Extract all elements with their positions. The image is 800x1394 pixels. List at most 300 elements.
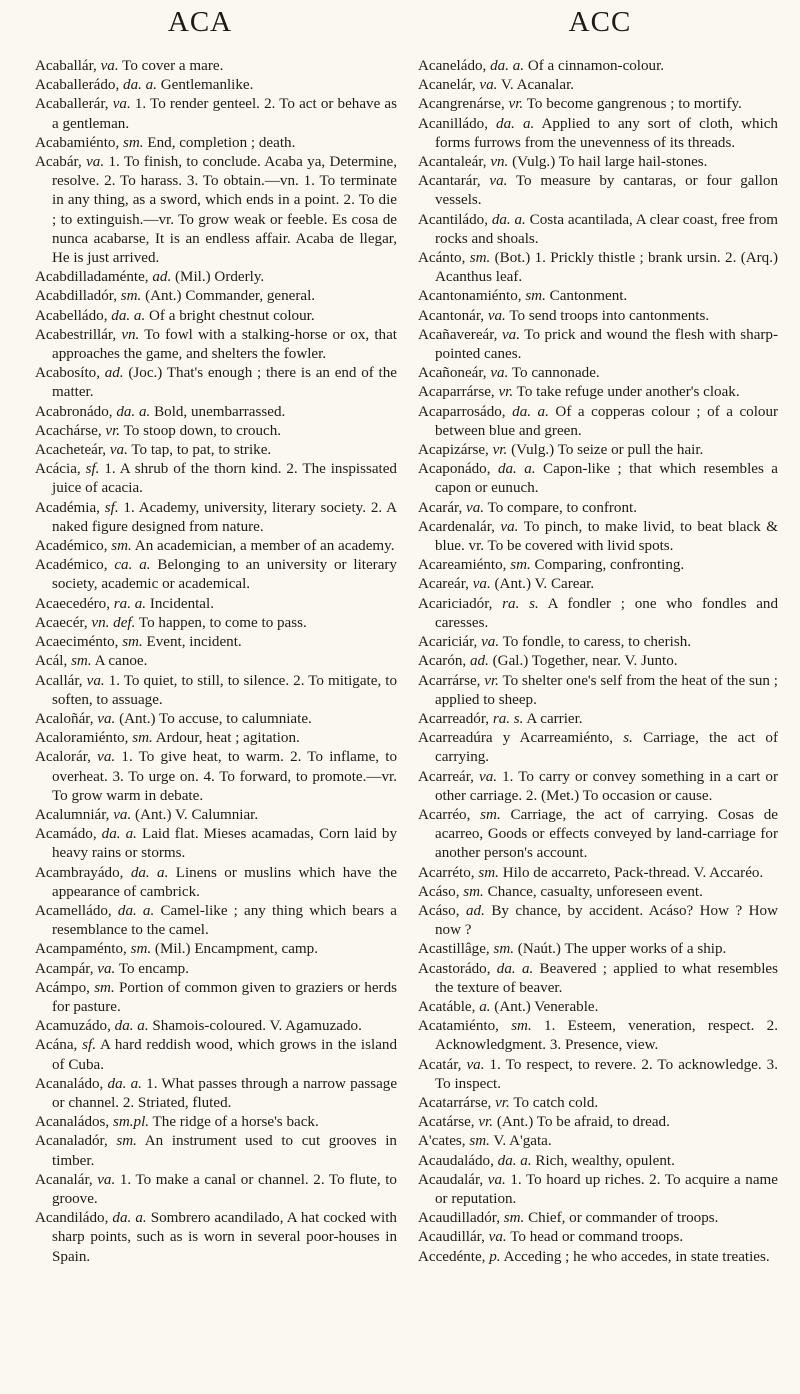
dictionary-entry xyxy=(418,806,778,864)
dictionary-entry xyxy=(35,460,397,498)
part-of-speech: da. a. xyxy=(111,307,146,324)
headword: Académico, xyxy=(35,538,108,555)
headword: Acabestrillár, xyxy=(35,326,117,343)
headword: Acanaládos, xyxy=(35,1114,110,1131)
definition: An instrument used to cut grooves in timber. xyxy=(52,1133,397,1169)
definition: (Ant.) To accuse, to calumniate. xyxy=(119,710,312,727)
headword: Acaparrárse, xyxy=(418,384,495,401)
part-of-speech: sm. xyxy=(493,941,515,958)
dictionary-entry xyxy=(35,902,397,940)
definition: Capon-like ; that which resembles a capon or eunuch. xyxy=(435,461,778,497)
dictionary-entry xyxy=(35,268,397,287)
part-of-speech: sm.pl. xyxy=(112,1114,150,1131)
definition: To encamp. xyxy=(118,960,190,977)
part-of-speech: sm. xyxy=(132,730,153,747)
part-of-speech: ad. xyxy=(152,269,172,286)
part-of-speech: va. xyxy=(97,960,116,977)
dictionary-entry xyxy=(418,575,778,594)
headword: Acareamiénto, xyxy=(418,557,507,574)
headword: Acabronádo, xyxy=(35,403,113,420)
part-of-speech: p. xyxy=(489,1248,501,1265)
headword: Acambrayádo, xyxy=(35,864,124,881)
part-of-speech: ad. xyxy=(104,365,124,382)
part-of-speech: va. xyxy=(472,576,491,593)
headword: Acarréto, xyxy=(418,864,475,881)
headword: Acaballerádo, xyxy=(35,77,120,94)
dictionary-entry xyxy=(35,614,397,633)
dictionary-entry xyxy=(35,364,397,402)
part-of-speech: va. xyxy=(86,154,105,171)
headword: Acána, xyxy=(35,1037,78,1054)
dictionary-entry xyxy=(418,441,778,460)
definition: Bold, unembarrassed. xyxy=(154,403,286,420)
definition: Costa acantilada, A clear coast, free from rocks and shoals. xyxy=(435,211,779,247)
headword: Acandiládo, xyxy=(35,1210,109,1227)
headword: Acaloñár, xyxy=(35,710,94,727)
part-of-speech: sm. xyxy=(130,941,152,958)
part-of-speech: sm. xyxy=(111,538,132,555)
part-of-speech: da. a. xyxy=(112,1210,147,1227)
definition: (Ant.) Venerable. xyxy=(494,998,599,1015)
definition: To catch cold. xyxy=(513,1094,599,1111)
definition: Comparing, confronting. xyxy=(534,557,685,574)
running-head-left: ACA xyxy=(167,6,233,38)
definition: 1. To make a canal or channel. 2. To flute, to groove. xyxy=(52,1171,397,1207)
dictionary-entry xyxy=(35,825,397,863)
dictionary-entry xyxy=(35,403,397,422)
definition: (Gal.) Together, near. V. Junto. xyxy=(492,653,678,670)
part-of-speech: a. xyxy=(479,998,491,1015)
part-of-speech: da. a. xyxy=(497,1152,532,1169)
part-of-speech: da. a. xyxy=(496,115,535,132)
definition: (Naút.) The upper works of a ship. xyxy=(517,941,727,958)
headword: Acantarár, xyxy=(418,173,481,190)
part-of-speech: va. xyxy=(109,442,128,459)
part-of-speech: vr. xyxy=(495,1094,510,1111)
dictionary-entry xyxy=(418,172,778,210)
headword: Acarreadúra y Acarreamiénto, xyxy=(418,730,614,747)
headword: Acáso, xyxy=(418,902,460,919)
headword: Acanilládo, xyxy=(418,115,488,132)
dictionary-entry xyxy=(418,95,778,114)
part-of-speech: da. a. xyxy=(116,403,151,420)
headword: Acantiládo, xyxy=(418,211,488,228)
definition: By chance, by accident. Acáso? How ? How now ? xyxy=(435,902,778,939)
definition: Shamois-coloured. V. Agamuzado. xyxy=(152,1018,362,1035)
headword: Acareár, xyxy=(418,576,469,593)
definition: To measure by cantaras, or four gallon vessels. xyxy=(435,173,778,209)
definition: An academician, a member of an academy. xyxy=(134,538,395,555)
part-of-speech: sm. xyxy=(120,288,142,305)
headword: Acamelládo, xyxy=(35,902,112,919)
headword: Acanaladór, xyxy=(35,1133,108,1150)
headword: Acarreadór, xyxy=(418,710,490,727)
definition: 1. To quiet, to still, to silence. 2. To mitigate, to soften, to assuage. xyxy=(52,672,397,708)
definition: Linens or muslins which have the appearance of cambrick. xyxy=(52,864,398,900)
dictionary-entry xyxy=(35,153,397,268)
headword: Acamádo, xyxy=(35,826,97,843)
headword: Acatárse, xyxy=(418,1114,475,1131)
definition: (Ant.) To be afraid, to dread. xyxy=(496,1114,670,1131)
part-of-speech: sm. xyxy=(71,653,92,670)
part-of-speech: vr. xyxy=(478,1114,494,1131)
part-of-speech: va. xyxy=(112,96,131,113)
dictionary-entry xyxy=(418,768,778,806)
part-of-speech: vn. xyxy=(490,154,509,171)
headword: Académia, xyxy=(35,499,100,516)
definition: V. A'gata. xyxy=(493,1133,552,1150)
part-of-speech: sm. xyxy=(94,979,115,996)
dictionary-entry xyxy=(418,307,778,326)
part-of-speech: va. xyxy=(500,518,519,535)
dictionary-entry xyxy=(35,1113,397,1132)
headword: Acaloramiénto, xyxy=(35,730,129,747)
headword: Acariciár, xyxy=(418,634,478,651)
headword: Acabár, xyxy=(35,154,82,171)
definition: (Ant.) V. Carear. xyxy=(494,576,595,593)
headword: Acabelládo, xyxy=(35,307,108,324)
part-of-speech: da. a. xyxy=(101,826,137,843)
dictionary-entry xyxy=(418,883,778,902)
definition: Applied to any sort of cloth, which forms furrows from the unevenness of its threads. xyxy=(435,115,778,151)
dictionary-entry xyxy=(35,1209,397,1267)
definition: To stoop down, to crouch. xyxy=(123,422,282,439)
part-of-speech: va. xyxy=(479,768,498,785)
definition: Gentlemanlike. xyxy=(160,77,254,94)
part-of-speech: sf. xyxy=(104,499,119,516)
definition: 1. To give heat, to warm. 2. To inflame, to overheat. 3. To urge on. 4. To forward, to promote.—vr. To grow warm in debate. xyxy=(52,749,398,804)
part-of-speech: sm. xyxy=(116,1133,137,1150)
definition: Beavered ; applied to what resembles the texture of beaver. xyxy=(435,960,778,996)
part-of-speech: da. a. xyxy=(117,902,155,919)
headword: Acaudillár, xyxy=(418,1229,485,1246)
definition: V. Acanalar. xyxy=(500,77,575,94)
dictionary-entry xyxy=(35,287,397,306)
definition: Incidental. xyxy=(149,595,214,612)
headword: Acañoneár, xyxy=(418,365,487,382)
definition: Rich, wealthy, opulent. xyxy=(535,1152,675,1169)
headword: Acámpo, xyxy=(35,979,90,996)
part-of-speech: da. a. xyxy=(491,211,526,228)
dictionary-entry xyxy=(418,115,778,153)
definition: Camel-like ; any thing which bears a resemblance to the camel. xyxy=(52,902,398,939)
headword: Acáso, xyxy=(418,883,460,900)
definition: To shelter one's self from the heat of the sun ; applied to sheep. xyxy=(435,672,778,708)
headword: Académico, xyxy=(35,557,108,574)
dictionary-entry xyxy=(418,960,778,998)
headword: Acarár, xyxy=(418,499,463,516)
definition: 1. To render genteel. 2. To act or behave as a gentleman. xyxy=(52,96,397,132)
part-of-speech: sm. xyxy=(480,806,501,823)
definition: (Mil.) Encampment, camp. xyxy=(154,941,318,958)
dictionary-entry xyxy=(418,1017,778,1055)
headword: Acanelár, xyxy=(418,77,476,94)
definition: 1. To hoard up riches. 2. To acquire a name or reputation. xyxy=(435,1171,778,1207)
part-of-speech: vn. xyxy=(121,326,140,343)
dictionary-entry xyxy=(35,1132,397,1170)
definition: (Vulg.) To hail large hail-stones. xyxy=(512,154,708,171)
definition: (Vulg.) To seize or pull the hair. xyxy=(511,442,704,459)
dictionary-entry xyxy=(35,595,397,614)
definition: To tap, to pat, to strike. xyxy=(131,442,272,459)
dictionary-entry xyxy=(35,307,397,326)
dictionary-entry xyxy=(418,556,778,575)
headword: Acatarrárse, xyxy=(418,1094,492,1111)
part-of-speech: va. xyxy=(487,1171,506,1188)
definition: Of a cinnamon-colour. xyxy=(527,58,665,74)
dictionary-entry xyxy=(418,1056,778,1094)
headword: Acarréo, xyxy=(418,806,471,823)
part-of-speech: va. xyxy=(97,710,116,727)
headword: Acarón, xyxy=(418,653,467,670)
part-of-speech: da. a. xyxy=(123,77,157,94)
headword: Acaudalár, xyxy=(418,1171,484,1188)
part-of-speech: sm. xyxy=(503,1210,525,1227)
definition: To happen, to come to pass. xyxy=(138,614,307,631)
part-of-speech: sm. xyxy=(469,1133,490,1150)
definition: Cantonment. xyxy=(549,288,628,305)
headword: Acangrenárse, xyxy=(418,96,505,113)
part-of-speech: va. xyxy=(466,499,485,516)
headword: Acarreár, xyxy=(418,768,474,785)
headword: Acachárse, xyxy=(35,422,102,439)
definition: Ardour, heat ; agitation. xyxy=(155,730,300,747)
part-of-speech: ad. xyxy=(465,902,485,919)
part-of-speech: ra. s. xyxy=(492,710,524,727)
headword: Acanalár, xyxy=(35,1171,93,1188)
definition: Sombrero acandilado, A hat cocked with sharp points, such as is worn in several poor-houses in Spain. xyxy=(52,1210,397,1265)
definition: Belonging to an university or literary society, academic or academical. xyxy=(52,557,397,593)
definition: Acceding ; he who accedes, in state treaties. xyxy=(503,1248,770,1265)
part-of-speech: va. xyxy=(488,1229,507,1246)
dictionary-entry xyxy=(35,422,397,441)
dictionary-entry xyxy=(35,633,397,652)
dictionary-entry xyxy=(418,652,778,671)
headword: Acallár, xyxy=(35,672,83,689)
part-of-speech: ra. s. xyxy=(502,595,539,612)
headword: Acál, xyxy=(35,653,68,670)
dictionary-entry xyxy=(35,57,397,76)
dictionary-entry xyxy=(418,57,778,76)
headword: Acacheteár, xyxy=(35,442,107,459)
definition: Hilo de accarreto, Pack-thread. V. Accaréo. xyxy=(502,864,764,881)
headword: Acaponádo, xyxy=(418,461,491,478)
part-of-speech: sm. xyxy=(122,634,143,651)
definition: Carriage, the act of carrying. Cosas de acarreo, Goods or effects conveyed by land-carriage for another person's account. xyxy=(435,806,778,862)
headword: Acarrárse, xyxy=(418,672,481,689)
part-of-speech: sm. xyxy=(510,557,531,574)
headword: Acantonár, xyxy=(418,307,485,324)
headword: Acaballerár, xyxy=(35,96,109,113)
dictionary-entry xyxy=(418,403,778,441)
part-of-speech: vr. xyxy=(508,96,524,113)
headword: Acabamiénto, xyxy=(35,134,120,151)
part-of-speech: va. xyxy=(113,806,132,823)
dictionary-entry xyxy=(418,864,778,883)
dictionary-entry xyxy=(418,902,778,940)
definition: To compare, to confront. xyxy=(487,499,637,516)
part-of-speech: va. xyxy=(97,749,116,766)
definition: A hard reddish wood, which grows in the island of Cuba. xyxy=(52,1037,397,1073)
dictionary-entry xyxy=(418,1171,778,1209)
headword: Acapizárse, xyxy=(418,442,489,459)
dictionary-entry xyxy=(418,76,778,95)
definition: Carriage, the act of carrying. xyxy=(435,730,778,766)
headword: Acardenalár, xyxy=(418,518,495,535)
headword: Acaneládo, xyxy=(418,58,487,74)
part-of-speech: da. a. xyxy=(512,403,549,420)
dictionary-entry xyxy=(418,633,778,652)
dictionary-entry xyxy=(35,134,397,153)
definition: To head or command troops. xyxy=(510,1229,684,1246)
definition: To fowl with a stalking-horse or ox, that approaches the game, and shelters the fowler. xyxy=(52,326,397,363)
headword: Acaecedéro, xyxy=(35,595,110,612)
part-of-speech: va. xyxy=(479,77,498,94)
dictionary-entry xyxy=(418,499,778,518)
dictionary-entry xyxy=(418,518,778,556)
part-of-speech: sf. xyxy=(85,461,100,478)
right-column xyxy=(418,57,778,1267)
definition: To pinch, to make livid, to beat black & blue. vr. To be covered with livid spots. xyxy=(435,518,778,555)
dictionary-entry xyxy=(418,249,778,287)
part-of-speech: vr. xyxy=(498,384,514,401)
dictionary-entry xyxy=(35,326,397,364)
dictionary-entry xyxy=(418,1248,778,1267)
definition: A fondler ; one who fondles and caresses. xyxy=(435,595,778,631)
dictionary-entry xyxy=(418,595,778,633)
dictionary-entry xyxy=(418,1113,778,1132)
part-of-speech: da. a. xyxy=(497,461,536,478)
dictionary-entry xyxy=(418,153,778,172)
part-of-speech: sm. xyxy=(511,1018,532,1035)
definition: A carrier. xyxy=(526,710,583,727)
dictionary-entry xyxy=(35,960,397,979)
definition: Chance, casualty, unforeseen event. xyxy=(487,883,703,900)
part-of-speech: va. xyxy=(481,634,500,651)
dictionary-entry xyxy=(35,537,397,556)
headword: Acatár, xyxy=(418,1056,462,1073)
dictionary-entry xyxy=(418,211,778,249)
definition: Laid flat. Mieses acamadas, Corn laid by heavy rains or storms. xyxy=(52,826,397,862)
definition: (Mil.) Orderly. xyxy=(175,269,265,286)
definition: To fondle, to caress, to cherish. xyxy=(502,634,692,651)
part-of-speech: va. xyxy=(86,672,105,689)
part-of-speech: sf. xyxy=(82,1037,96,1054)
definition: 1. Academy, university, literary society. 2. A naked figure designed from nature. xyxy=(52,499,397,535)
dictionary-entry xyxy=(35,1075,397,1113)
definition: Of a copperas colour ; of a colour between blue and green. xyxy=(435,403,779,439)
part-of-speech: sm. xyxy=(463,883,484,900)
part-of-speech: vn. def. xyxy=(91,614,136,631)
running-head xyxy=(0,4,800,44)
dictionary-entry xyxy=(418,383,778,402)
headword: Acaeciménto, xyxy=(35,634,119,651)
running-head-right: ACC xyxy=(568,6,632,38)
headword: Acabdilladór, xyxy=(35,288,117,305)
part-of-speech: va. xyxy=(466,1056,485,1073)
definition: The ridge of a horse's back. xyxy=(152,1114,319,1131)
dictionary-entry xyxy=(35,979,397,1017)
definition: (Ant.) Commander, general. xyxy=(145,288,316,305)
part-of-speech: va. xyxy=(100,58,119,74)
definition: To prick and wound the flesh with sharp-pointed canes. xyxy=(435,326,778,363)
dictionary-entry xyxy=(35,672,397,710)
definition: (Ant.) V. Calumniar. xyxy=(135,806,259,823)
definition: 1. To respect, to revere. 2. To acknowledge. 3. To inspect. xyxy=(435,1056,778,1092)
dictionary-entry xyxy=(418,710,778,729)
dictionary-entry xyxy=(418,1132,778,1151)
definition: Portion of common given to graziers or herds for pasture. xyxy=(52,979,397,1015)
part-of-speech: da. a. xyxy=(107,1075,142,1092)
dictionary-entry xyxy=(418,729,778,767)
dictionary-entry xyxy=(35,748,397,806)
headword: A'cates, xyxy=(418,1133,466,1150)
dictionary-entry xyxy=(418,1209,778,1228)
part-of-speech: va. xyxy=(490,365,509,382)
headword: Acariciadór, xyxy=(418,595,493,612)
headword: Acalumniár, xyxy=(35,806,110,823)
headword: Acaudaládo, xyxy=(418,1152,494,1169)
dictionary-entry xyxy=(35,806,397,825)
dictionary-entry xyxy=(418,460,778,498)
dictionary-entry xyxy=(418,940,778,959)
dictionary-entry xyxy=(35,95,397,133)
definition: 1. What passes through a narrow passage or channel. 2. Striated, fluted. xyxy=(52,1075,398,1111)
dictionary-entry xyxy=(418,672,778,710)
headword: Acácia, xyxy=(35,461,81,478)
part-of-speech: ca. a. xyxy=(114,557,151,574)
headword: Acabdilladaménte, xyxy=(35,269,149,286)
definition: To cannonade. xyxy=(511,365,600,382)
dictionary-entry xyxy=(35,441,397,460)
headword: Acaecér, xyxy=(35,614,88,631)
headword: Acaballár, xyxy=(35,58,97,74)
part-of-speech: ad. xyxy=(469,653,489,670)
headword: Acastorádo, xyxy=(418,960,491,977)
definition: (Joc.) That's enough ; there is an end of the matter. xyxy=(52,365,397,401)
part-of-speech: s. xyxy=(623,730,633,747)
headword: Acantaleár, xyxy=(418,154,487,171)
headword: Acabosíto, xyxy=(35,365,100,382)
dictionary-entry xyxy=(35,76,397,95)
dictionary-entry xyxy=(35,1017,397,1036)
headword: Acampár, xyxy=(35,960,94,977)
definition: To become gangrenous ; to mortify. xyxy=(526,96,742,113)
part-of-speech: da. a. xyxy=(130,864,169,881)
part-of-speech: da. a. xyxy=(496,960,534,977)
headword: Acastillâge, xyxy=(418,941,490,958)
headword: Acánto, xyxy=(418,250,466,267)
headword: Acantonamiénto, xyxy=(418,288,522,305)
dictionary-entry xyxy=(418,998,778,1017)
definition: 1. Esteem, veneration, respect. 2. Acknowledgment. 3. Presence, view. xyxy=(435,1018,779,1054)
part-of-speech: vr. xyxy=(105,422,121,439)
part-of-speech: va. xyxy=(97,1171,116,1188)
dictionary-entry xyxy=(35,940,397,959)
part-of-speech: va. xyxy=(489,173,508,190)
dictionary-entry xyxy=(418,364,778,383)
dictionary-entry xyxy=(418,326,778,364)
dictionary-entry xyxy=(35,652,397,671)
headword: Acanaládo, xyxy=(35,1075,104,1092)
part-of-speech: va. xyxy=(501,326,520,343)
part-of-speech: da. a. xyxy=(114,1018,149,1035)
dictionary-entry xyxy=(418,287,778,306)
headword: Acatamiénto, xyxy=(418,1018,499,1035)
dictionary-entry xyxy=(418,1228,778,1247)
part-of-speech: sm. xyxy=(123,134,144,151)
dictionary-entry xyxy=(418,1094,778,1113)
